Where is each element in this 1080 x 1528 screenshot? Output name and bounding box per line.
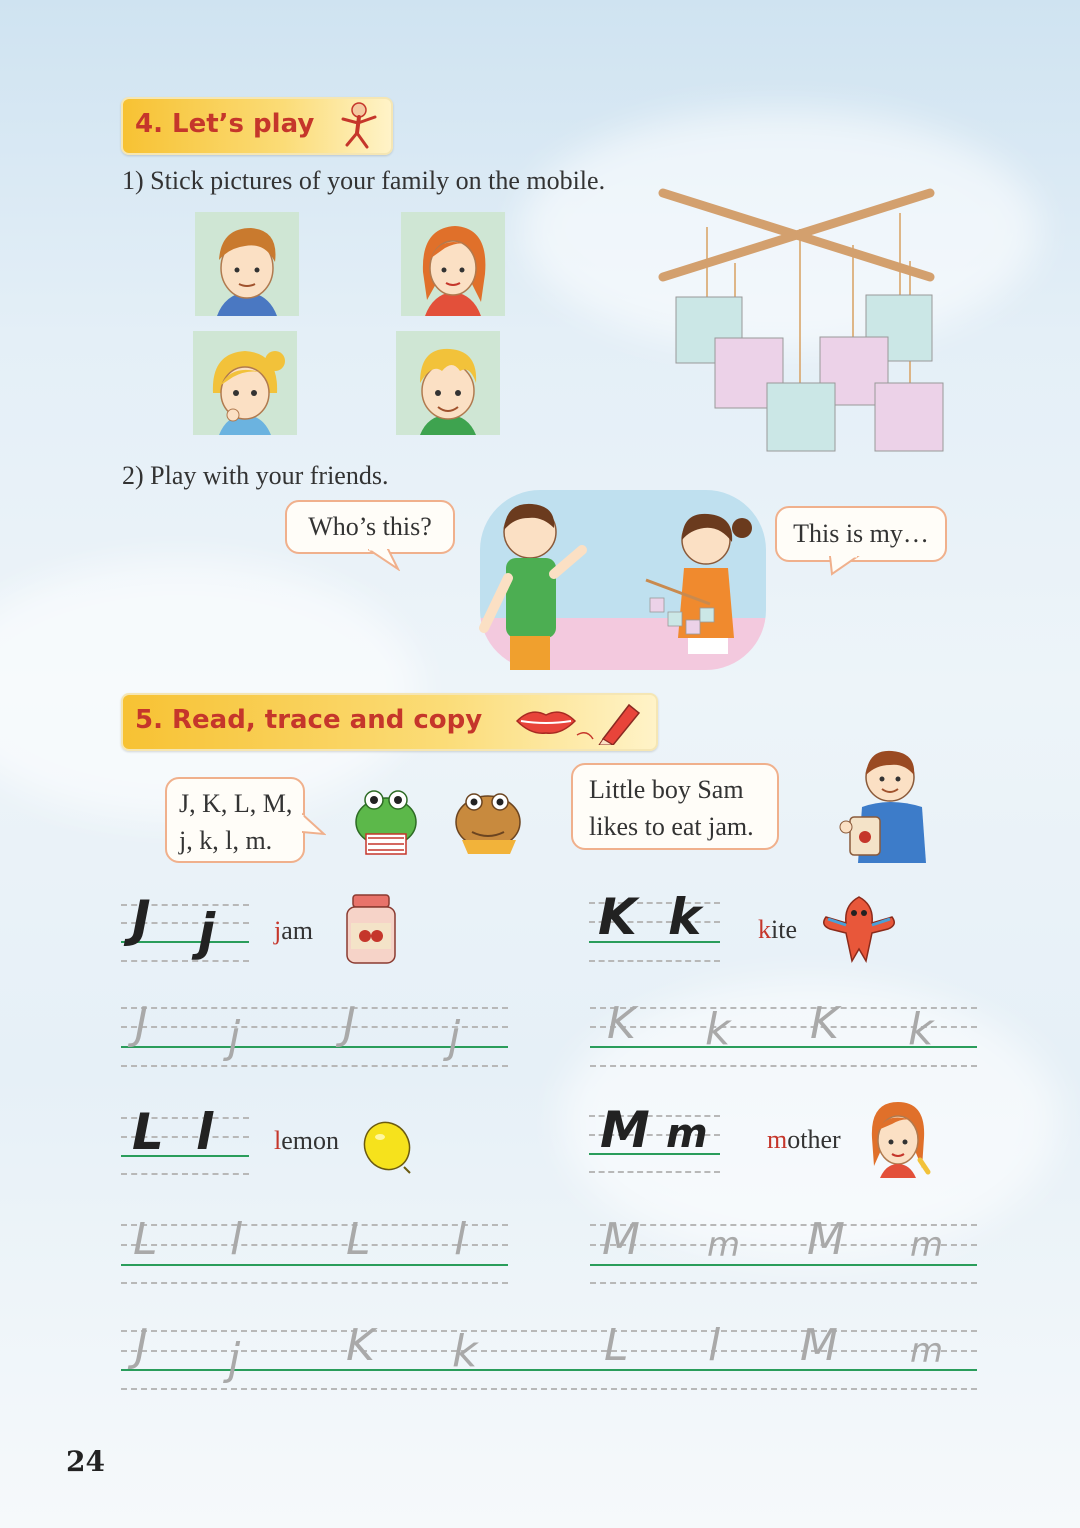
chant-bubble bbox=[165, 777, 305, 863]
letter-upper-l: L bbox=[132, 1103, 164, 1161]
guide-line bbox=[121, 1330, 977, 1332]
trace-letter: j bbox=[448, 1012, 461, 1063]
mother-icon bbox=[862, 1098, 932, 1178]
bubble-tail bbox=[368, 549, 402, 571]
guide-line bbox=[121, 1065, 508, 1067]
trace-letter: l bbox=[230, 1214, 243, 1265]
trace-letter: L bbox=[346, 1214, 371, 1265]
instruction-stick-pictures: 1) Stick pictures of your family on the mobile. bbox=[122, 166, 606, 195]
trace-letter: K bbox=[607, 998, 636, 1049]
boy-with-jam-illustration bbox=[834, 747, 930, 865]
children-playing-scene bbox=[478, 488, 768, 672]
sister-portrait bbox=[193, 331, 297, 435]
trace-letter: m bbox=[910, 1225, 944, 1265]
lemon-icon bbox=[362, 1117, 414, 1175]
page-number: 24 bbox=[66, 1445, 105, 1478]
chant-line-1: J, K, L, M, bbox=[179, 789, 293, 818]
jam-jar-icon bbox=[345, 893, 397, 965]
word-kite: kite bbox=[758, 915, 797, 944]
father-portrait bbox=[195, 212, 299, 316]
frog-and-toad-illustration bbox=[340, 782, 540, 858]
trace-letter: K bbox=[810, 998, 839, 1049]
guide-line bbox=[121, 1224, 508, 1226]
trace-letter: j bbox=[228, 1012, 241, 1063]
trace-letter: l bbox=[708, 1320, 721, 1371]
letter-lower-l: l bbox=[196, 1103, 214, 1161]
section-5-banner bbox=[121, 693, 658, 751]
mother-portrait bbox=[401, 212, 505, 316]
guide-line bbox=[121, 1282, 508, 1284]
section-4-banner bbox=[121, 97, 393, 155]
speech-bubble-question bbox=[285, 500, 455, 554]
trace-letter: m bbox=[910, 1331, 944, 1371]
section-5-title: 5. Read, trace and copy bbox=[135, 705, 483, 735]
trace-letter: k bbox=[452, 1326, 478, 1377]
pencil-icon bbox=[573, 699, 643, 745]
trace-letter: K bbox=[346, 1320, 375, 1371]
jumping-kid-icon bbox=[333, 101, 385, 151]
letter-lower-j: j bbox=[198, 903, 216, 961]
guide-line bbox=[121, 960, 249, 962]
guide-line bbox=[121, 1244, 508, 1246]
word-mother: mother bbox=[767, 1125, 841, 1154]
trace-letter: L bbox=[604, 1320, 629, 1371]
story-line-1: Little boy Sam bbox=[589, 775, 744, 804]
speech-bubble-answer-text: This is my… bbox=[793, 519, 929, 548]
baseline bbox=[121, 1264, 508, 1266]
speech-bubble-answer bbox=[775, 506, 947, 562]
baseline bbox=[121, 1369, 977, 1371]
trace-letter: l bbox=[454, 1214, 467, 1265]
story-bubble bbox=[571, 763, 779, 850]
bubble-tail bbox=[826, 556, 862, 576]
hanging-mobile-illustration bbox=[655, 185, 955, 460]
kite-icon bbox=[818, 893, 900, 965]
trace-letter: L bbox=[133, 1214, 158, 1265]
trace-letter: M bbox=[602, 1214, 640, 1265]
trace-letter: M bbox=[807, 1214, 845, 1265]
lips-icon bbox=[515, 705, 577, 737]
trace-letter: M bbox=[800, 1320, 838, 1371]
guide-line bbox=[590, 1065, 977, 1067]
trace-letter: m bbox=[707, 1225, 741, 1265]
instruction-play-with-friends: 2) Play with your friends. bbox=[122, 461, 389, 490]
letter-upper-m: M bbox=[600, 1101, 650, 1159]
letter-upper-k: K bbox=[598, 888, 637, 946]
guide-line bbox=[121, 1173, 249, 1175]
trace-letter: J bbox=[343, 998, 356, 1049]
trace-letter: J bbox=[135, 998, 148, 1049]
guide-line bbox=[121, 1350, 977, 1352]
word-jam: jam bbox=[274, 916, 313, 945]
guide-line bbox=[121, 1007, 508, 1009]
chant-line-2: j, k, l, m. bbox=[179, 826, 273, 855]
letter-lower-m: m bbox=[666, 1111, 708, 1157]
trace-letter: J bbox=[135, 1320, 148, 1371]
guide-line bbox=[589, 960, 720, 962]
section-4-title: 4. Let’s play bbox=[135, 109, 315, 139]
word-lemon: lemon bbox=[274, 1126, 339, 1155]
speech-bubble-question-text: Who’s this? bbox=[308, 512, 432, 541]
trace-letter: k bbox=[908, 1004, 934, 1055]
bubble-tail bbox=[302, 812, 326, 836]
brother-portrait bbox=[396, 331, 500, 435]
guide-line bbox=[589, 1171, 720, 1173]
guide-line bbox=[590, 1282, 977, 1284]
trace-letter: k bbox=[705, 1004, 731, 1055]
letter-lower-k: k bbox=[668, 888, 702, 946]
guide-line bbox=[121, 1388, 977, 1390]
letter-upper-j: J bbox=[132, 890, 151, 948]
story-line-2: likes to eat jam. bbox=[589, 812, 754, 841]
trace-letter: j bbox=[228, 1334, 241, 1385]
